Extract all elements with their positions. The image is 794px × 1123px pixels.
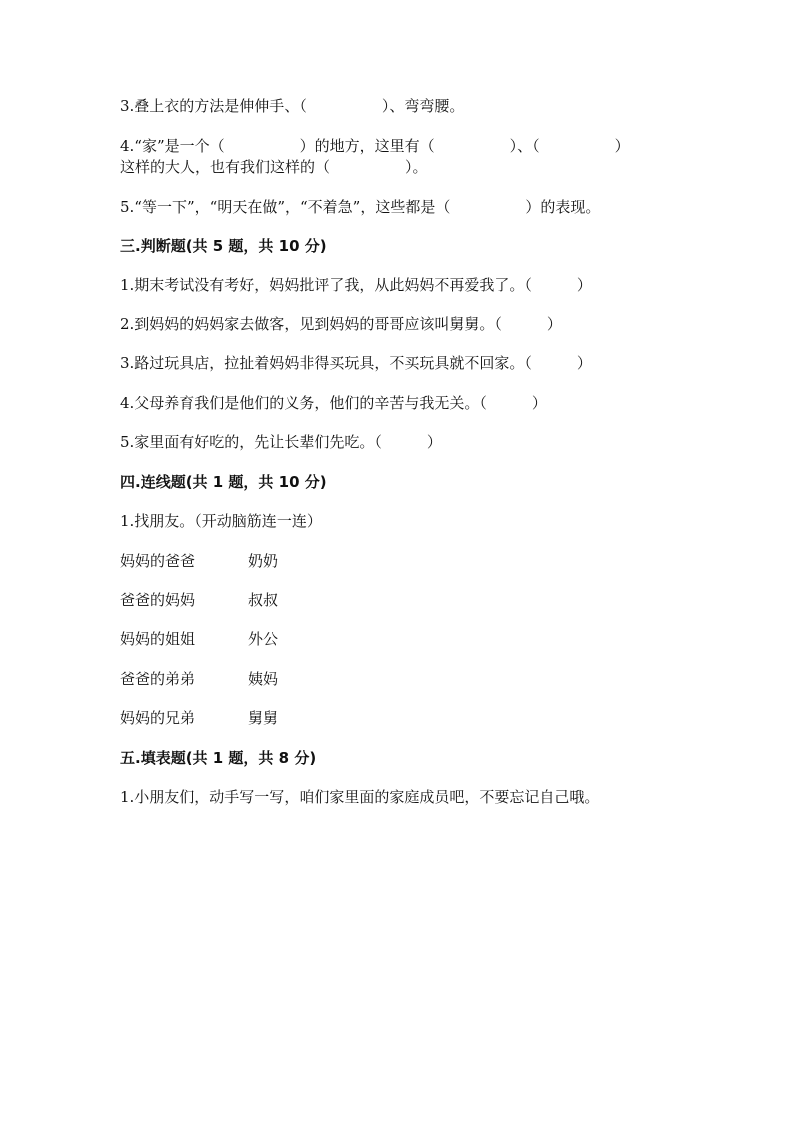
section-3-heading: 三.判断题(共 5 题，共 10 分) xyxy=(120,237,327,255)
judge-question-4: 4.父母养育我们是他们的义务，他们的辛苦与我无关。（ ） xyxy=(120,394,547,412)
fill-question-3: 3.叠上衣的方法是伸伸手、（ ）、弯弯腰。 xyxy=(120,97,465,115)
judge-question-3: 3.路过玩具店，拉扯着妈妈非得买玩具，不买玩具就不回家。（ ） xyxy=(120,354,592,372)
match-right-3: 外公 xyxy=(248,630,279,648)
match-left-1: 妈妈的爸爸 xyxy=(120,552,196,570)
match-right-5: 舅舅 xyxy=(248,709,279,727)
fill-question-4-line-2: 这样的大人，也有我们这样的（ ）。 xyxy=(120,158,428,176)
match-right-1: 奶奶 xyxy=(248,552,279,570)
match-left-4: 爸爸的弟弟 xyxy=(120,670,196,688)
match-left-3: 妈妈的姐姐 xyxy=(120,630,196,648)
fill-question-4-line-1: 4.“家”是一个（ ）的地方，这里有（ ）、（ ） xyxy=(120,137,630,155)
table-question: 1.小朋友们，动手写一写，咱们家里面的家庭成员吧，不要忘记自己哦。 xyxy=(120,788,600,806)
match-right-2: 叔叔 xyxy=(248,591,279,609)
judge-question-5: 5.家里面有好吃的，先让长辈们先吃。（ ） xyxy=(120,433,442,451)
fill-question-5: 5.“等一下”，“明天在做”，“不着急”，这些都是（ ）的表现。 xyxy=(120,198,601,216)
match-right-4: 姨妈 xyxy=(248,670,279,688)
judge-question-1: 1.期末考试没有考好，妈妈批评了我，从此妈妈不再爱我了。（ ） xyxy=(120,276,592,294)
section-4-heading: 四.连线题(共 1 题，共 10 分) xyxy=(120,473,327,491)
match-left-5: 妈妈的兄弟 xyxy=(120,709,196,727)
match-left-2: 爸爸的妈妈 xyxy=(120,591,196,609)
section-5-heading: 五.填表题(共 1 题，共 8 分) xyxy=(120,749,317,767)
judge-question-2: 2.到妈妈的妈妈家去做客，见到妈妈的哥哥应该叫舅舅。（ ） xyxy=(120,315,562,333)
match-question: 1.找朋友。（开动脑筋连一连） xyxy=(120,512,322,530)
